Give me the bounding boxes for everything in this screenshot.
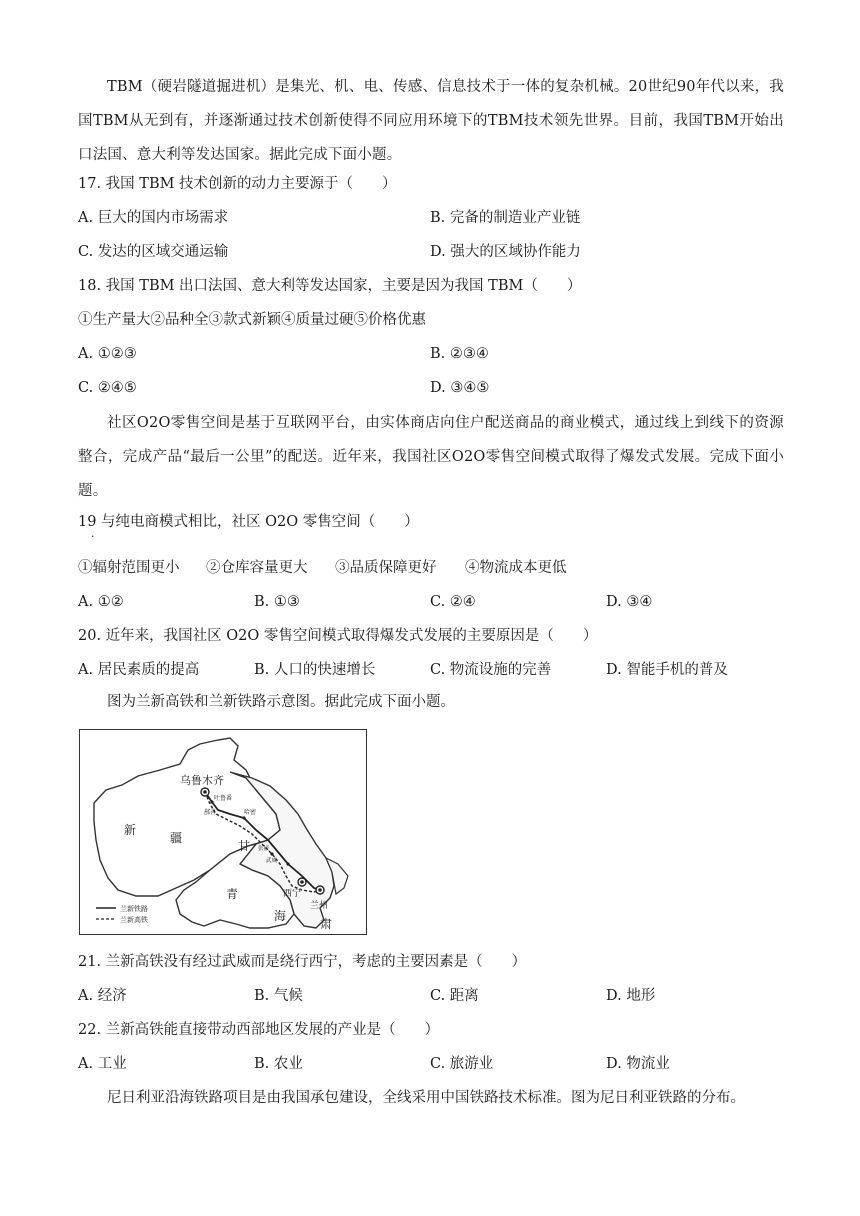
question-19-item-2: ②仓库容量更大 <box>206 560 308 576</box>
legend-hsr-label: 兰新高铁 <box>120 916 148 924</box>
question-18-option-d[interactable]: D. ③④⑤ <box>430 380 490 396</box>
label-qing: 青 <box>226 887 239 901</box>
question-21-stem: 21. 兰新高铁没有经过武威而是绕行西宁，考虑的主要因素是（ ） <box>78 954 527 970</box>
question-22-option-a[interactable]: A. 工业 <box>78 1056 127 1072</box>
label-urumqi: 乌鲁木齐 <box>180 774 224 787</box>
question-19-item-4: ④物流成本更低 <box>465 560 567 576</box>
question-21-option-b[interactable]: B. 气候 <box>254 988 303 1004</box>
label-hami: 哈密 <box>244 809 257 816</box>
passage-tbm: TBM（硬岩隧道掘进机）是集光、机、电、传感、信息技术于一体的复杂机械。20世纪90年代以来，我国TBM从无到有，并逐渐通过技术创新使得不同应用环境下的TBM技术领先世界。目前，我国TBM开始出口法国、意大利等发达国家。据此完成下面小题。 <box>78 79 784 163</box>
label-zhangye: 张掖 <box>258 846 270 852</box>
label-wuwei: 武威 <box>266 858 278 864</box>
question-18-option-b[interactable]: B. ②③④ <box>430 346 489 362</box>
question-19-item-3: ③品质保障更好 <box>335 560 437 576</box>
question-19-option-d[interactable]: D. ③④ <box>606 594 653 610</box>
legend-railway-label: 兰新铁路 <box>120 905 148 913</box>
map-svg <box>80 730 366 934</box>
question-18-option-a[interactable]: A. ①②③ <box>78 346 137 362</box>
question-19-option-b[interactable]: B. ①③ <box>254 594 300 610</box>
dot-mark: · <box>91 530 95 543</box>
label-jiang: 疆 <box>170 831 183 845</box>
map-caption: 图为兰新高铁和兰新铁路示意图。据此完成下面小题。 <box>107 694 455 710</box>
question-17-option-d[interactable]: D. 强大的区域协作能力 <box>430 244 581 260</box>
question-21-option-c[interactable]: C. 距离 <box>430 988 479 1004</box>
question-18-items: ①生产量大②品种全③款式新颖④质量过硬⑤价格优惠 <box>78 312 426 328</box>
passage-nigeria: 尼日利亚沿海铁路项目是由我国承包建设，全线采用中国铁路技术标准。图为尼日利亚铁路的分布。 <box>107 1090 745 1106</box>
question-22-option-d[interactable]: D. 物流业 <box>606 1056 670 1072</box>
question-18-stem: 18. 我国 TBM 出口法国、意大利等发达国家，主要是因为我国 TBM（ ） <box>78 278 582 294</box>
label-su: 肃 <box>320 917 333 931</box>
question-20-option-a[interactable]: A. 居民素质的提高 <box>78 662 200 678</box>
passage-o2o: 社区O2O零售空间是基于互联网平台，由实体商店向住户配送商品的商业模式，通过线上到线下的资源整合，完成产品“最后一公里”的配送。近年来，我国社区O2O零售空间模式取得了爆发式发展。完成下面小题。 <box>78 415 784 499</box>
label-xin: 新 <box>124 823 137 837</box>
question-22-option-c[interactable]: C. 旅游业 <box>430 1056 494 1072</box>
question-19-option-a[interactable]: A. ①② <box>78 594 124 610</box>
question-22-option-b[interactable]: B. 农业 <box>254 1056 303 1072</box>
label-lanzhou: 兰州 <box>310 901 329 911</box>
question-19-stem: 19 与纯电商模式相比，社区 O2O 零售空间（ ） <box>78 514 419 530</box>
wuwei-marker <box>286 862 289 865</box>
question-21-option-d[interactable]: D. 地形 <box>606 988 656 1004</box>
lanxin-railway-map <box>79 729 367 935</box>
question-20-option-c[interactable]: C. 物流设施的完善 <box>430 662 552 678</box>
question-17-option-c[interactable]: C. 发达的区域交通运输 <box>78 244 229 260</box>
question-20-option-b[interactable]: B. 人口的快速增长 <box>254 662 376 678</box>
question-18-option-c[interactable]: C. ②④⑤ <box>78 380 137 396</box>
question-22-stem: 22. 兰新高铁能直接带动西部地区发展的产业是（ ） <box>78 1022 440 1038</box>
label-shanshan: 鄯善 <box>204 809 217 816</box>
question-20-stem: 20. 近年来，我国社区 O2O 零售空间模式取得爆发式发展的主要原因是（ ） <box>78 628 598 644</box>
zhangye-marker <box>270 852 273 855</box>
question-21-option-a[interactable]: A. 经济 <box>78 988 127 1004</box>
question-19-option-c[interactable]: C. ②④ <box>430 594 476 610</box>
label-turpan: 吐鲁番 <box>214 795 233 802</box>
question-17-option-a[interactable]: A. 巨大的国内市场需求 <box>78 210 229 226</box>
label-gan: 甘 <box>238 839 251 853</box>
label-xining: 西宁 <box>283 889 302 899</box>
question-17-stem: 17. 我国 TBM 技术创新的动力主要源于（ ） <box>78 176 397 192</box>
question-19-item-1: ①辐射范围更小 <box>78 560 180 576</box>
hami-marker <box>242 816 245 819</box>
question-20-option-d[interactable]: D. 智能手机的普及 <box>606 662 728 678</box>
label-hai: 海 <box>274 909 287 923</box>
question-17-option-b[interactable]: B. 完备的制造业产业链 <box>430 210 581 226</box>
